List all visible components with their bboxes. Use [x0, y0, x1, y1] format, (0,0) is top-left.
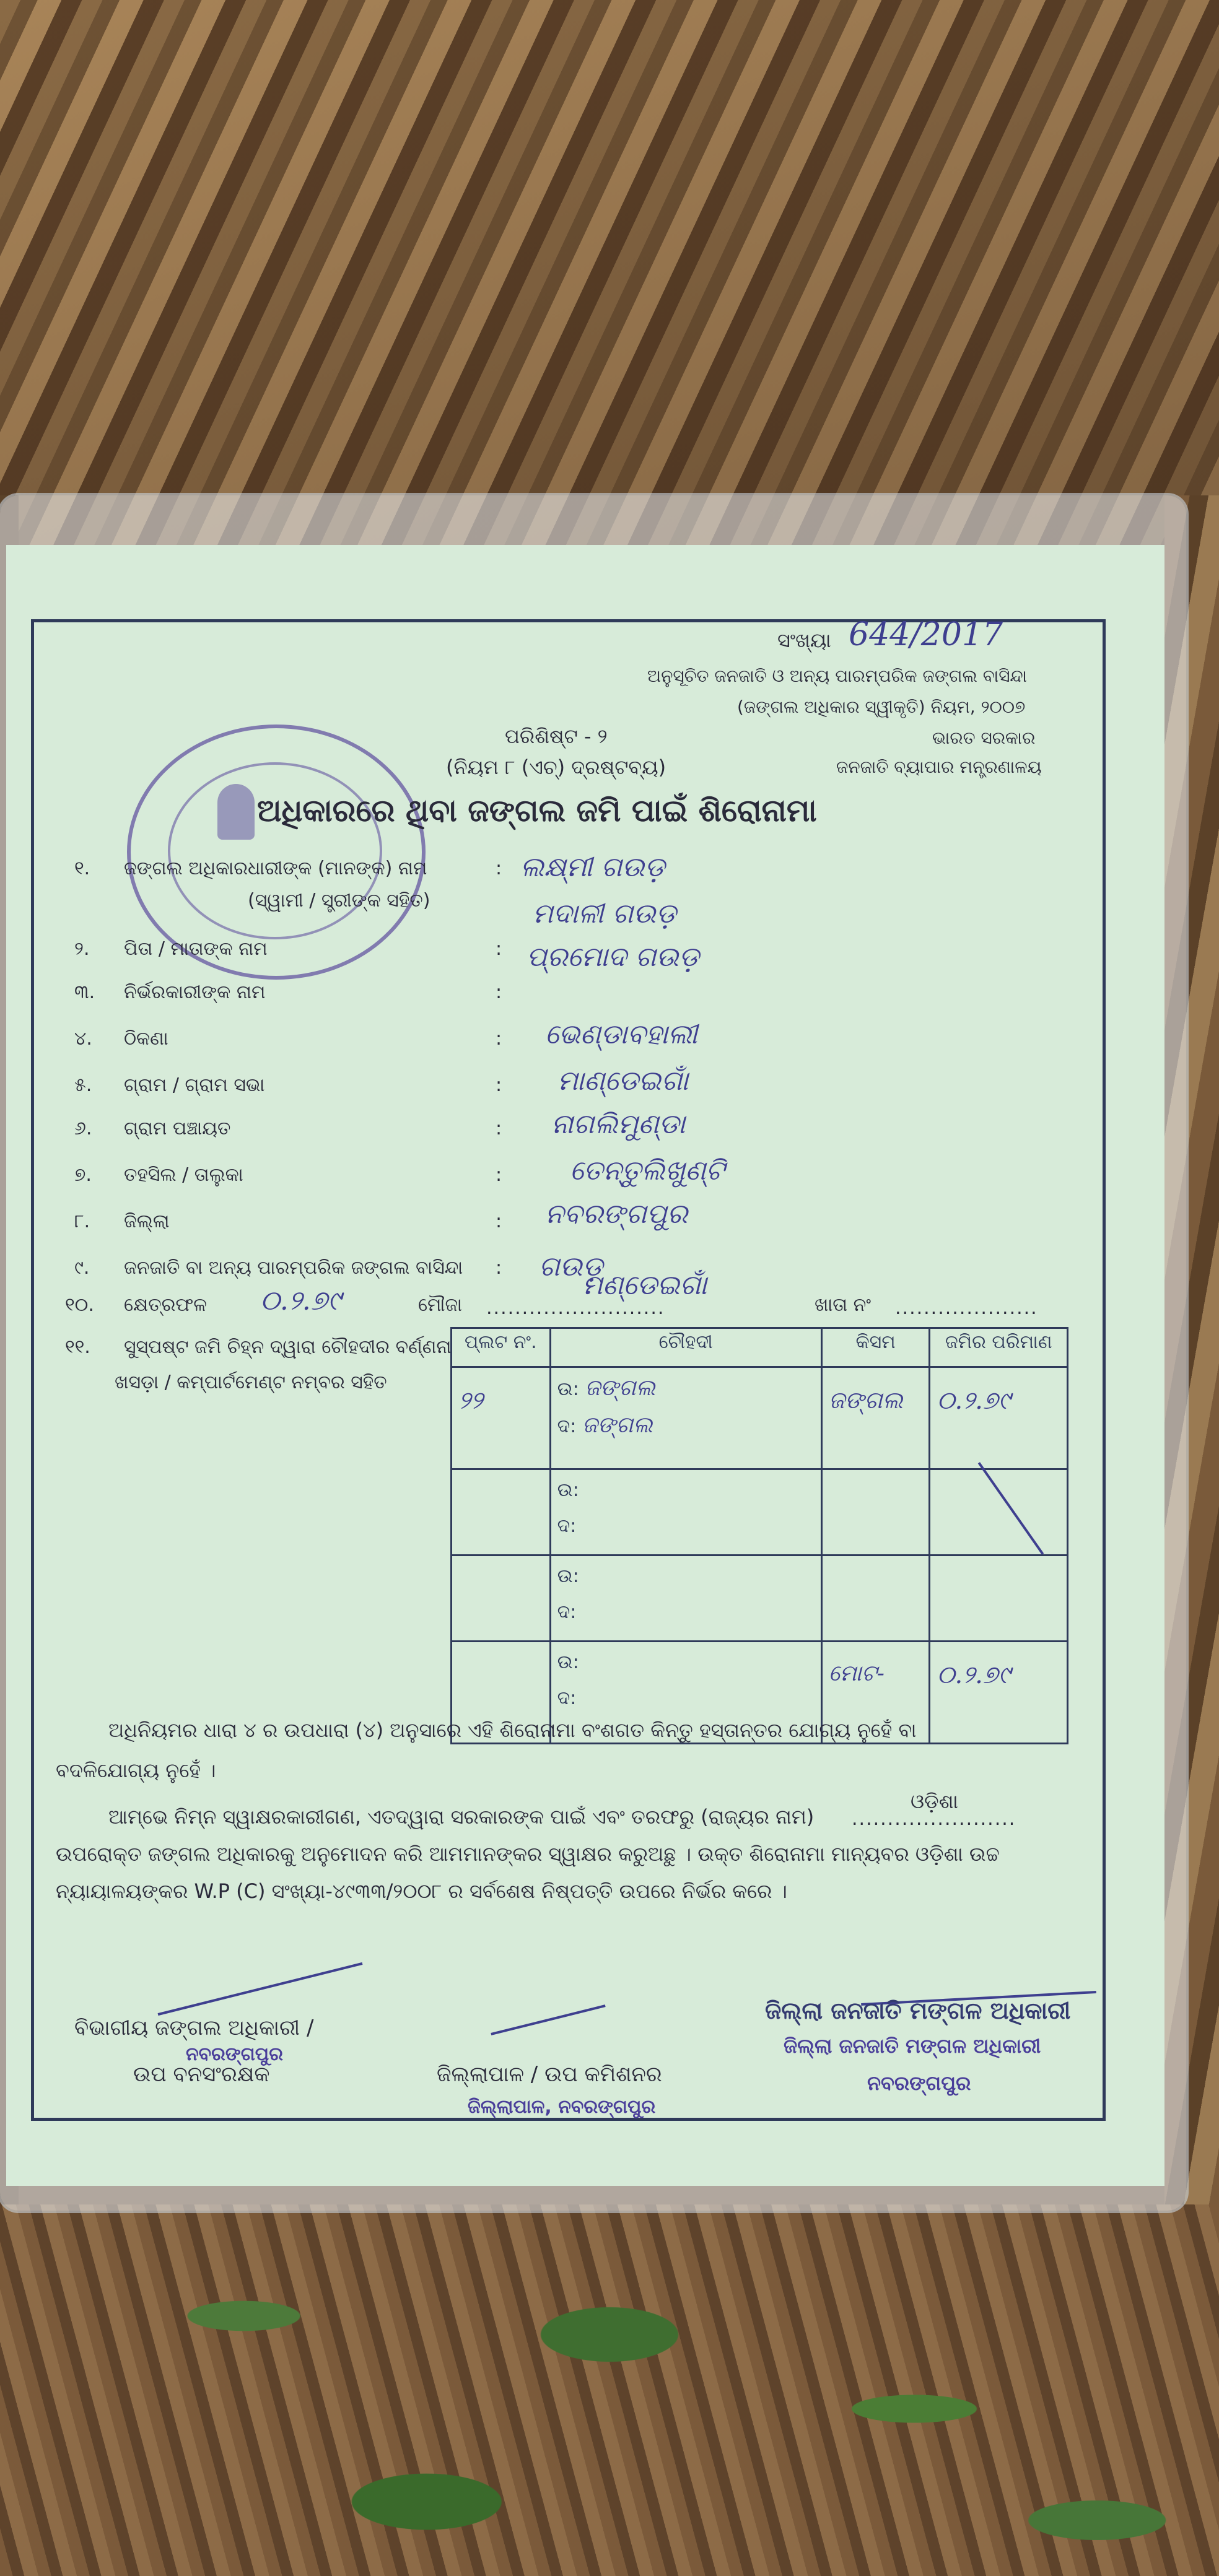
table-row — [452, 1367, 1068, 1469]
paragraph-2: ଆମ୍ଭେ ନିମ୍ନ ସ୍ୱାକ୍ଷରକାରୀଗଣ, ଏତଦ୍ୱାରା ସରକାରଙ୍କ ପାଇଁ ଏବଂ ତରଫରୁ (ରାଜ୍ୟର ନାମ) — [108, 1805, 815, 1829]
signatory-right-stamp: ଜିଲ୍ଲା ଜନଜାତି ମଙ୍ଗଳ ଅଧିକାରୀ — [784, 2034, 1041, 2058]
paragraph-2b: ଉପରୋକ୍ତ ଜଙ୍ଗଲ ଅଧିକାରକୁ ଅନୁମୋଦନ କରି ଆମମାନଙ୍କର ସ୍ୱାକ୍ଷର କରୁଅଛୁ । ଉକ୍ତ ଶିରୋନାମା ମାନ୍ୟବର ଓଡ଼ିଶା ଉଚ୍ଚ — [56, 1842, 1000, 1866]
paragraph-1b: ବଦଳିଯୋଗ୍ୟ ନୁହେଁ । — [56, 1759, 216, 1782]
mouza-value: ମଣ୍ଡେଇଗାଁ — [582, 1269, 707, 1301]
cell-south-value: ଜଙ୍ଗଲ — [582, 1412, 653, 1438]
annexure-label: ପରିଶିଷ୍ଟ - ୨ — [505, 724, 608, 748]
act-line-3: ଭାରତ ସରକାର — [932, 728, 1036, 748]
south-label: ଦ: — [557, 1416, 577, 1437]
north-label: ଉ: — [557, 1565, 579, 1587]
south-label: ଦ: — [557, 1515, 577, 1537]
act-line-2: (ଜଙ୍ଗଲ ଅଧିକାର ସ୍ୱୀକୃତି) ନିୟମ, ୨୦୦୭ — [737, 697, 1026, 717]
table-row — [452, 1469, 1068, 1556]
act-line-1: ଅନୁସୂଚିତ ଜନଜାତି ଓ ଅନ୍ୟ ପାରମ୍ପରିକ ଜଙ୍ଗଲ ବାସିନ୍ଦା — [647, 666, 1028, 686]
header-area: ଜମିର ପରିମାଣ — [930, 1328, 1068, 1367]
strike-line — [978, 1462, 1044, 1555]
field-no: ୯. — [74, 1257, 90, 1279]
north-label: ଉ: — [557, 1378, 579, 1400]
field-label-panchayat: ଗ୍ରାମ ପଞ୍ଚାୟତ — [124, 1118, 231, 1139]
field-label-tribe: ଜନଜାତି ବା ଅନ୍ୟ ପାରମ୍ପରିକ ଜଙ୍ଗଲ ବାସିନ୍ଦା — [124, 1257, 463, 1279]
header-kisam: କିସମ — [821, 1328, 930, 1367]
field-value-village: ମାଣ୍ଡେଇଗାଁ — [557, 1065, 689, 1097]
north-label: ଉ: — [557, 1651, 579, 1673]
signatory-middle-title: ଜିଲ୍ଲାପାଳ / ଉପ କମିଶନର — [437, 2062, 662, 2087]
number-value: 644/2017 — [849, 616, 1003, 653]
field-label-district: ଜିଲ୍ଲା — [124, 1211, 170, 1232]
cell-kisam: ଜଙ୍ଗଲ — [821, 1367, 930, 1469]
field-value-spouse-name: ମଦାଳୀ ଗଉଡ଼ — [533, 898, 676, 929]
field-value-holder-name: ଲକ୍ଷ୍ମୀ ଗଉଡ଼ — [520, 851, 665, 883]
field-label-boundary: ସୁସ୍ପଷ୍ଟ ଜମି ଚିହ୍ନ ଦ୍ୱାରା ଚୌହଦୀର ବର୍ଣ୍ଣନା — [124, 1336, 452, 1358]
field-no: ୭. — [74, 1164, 92, 1186]
field-label-dependents: ନିର୍ଭରକାରୀଙ୍କ ନାମ — [124, 981, 266, 1003]
cell-amount: ୦.୨.୭୯ — [930, 1367, 1068, 1469]
paragraph-2c: ନ୍ୟାୟାଳୟଙ୍କର W.P (C) ସଂଖ୍ୟା-୪୯୩୩/୨୦୦୮ ର ସର୍ବଶେଷ ନିଷ୍ପତ୍ତି ଉପରେ ନିର୍ଭର କରେ । — [56, 1879, 787, 1903]
field-value-district: ନବରଙ୍ଗପୁର — [545, 1198, 688, 1230]
field-no: ୪. — [74, 1028, 92, 1050]
field-value-tribe: ଗଉଡ଼ — [539, 1251, 603, 1282]
table-row — [452, 1556, 1068, 1642]
khata-label: ଖାତା ନଂ — [815, 1294, 872, 1316]
field-value-tahsil: ତେନ୍ତୁଲିଖୁଣ୍ଟି — [570, 1155, 725, 1186]
south-label: ଦ: — [557, 1687, 577, 1709]
national-emblem-icon — [217, 784, 255, 840]
field-value-address: ଭେଣ୍ଡାବହାଲୀ — [545, 1019, 698, 1050]
field-label-address: ଠିକଣା — [124, 1028, 168, 1050]
field-label-parent-name: ପିତା / ମାତାଙ୍କ ନାମ — [124, 938, 268, 960]
cell-total-label: ମୋଟ- — [821, 1642, 930, 1744]
cell-north-value: ଜଙ୍ଗଲ — [585, 1375, 655, 1401]
field-no: ୧୦. — [65, 1294, 94, 1316]
field-value-area: ୦.୨.୭୯ — [260, 1285, 341, 1316]
signatory-middle-stamp: ଜିଲ୍ଲାପାଳ, ନବରଙ୍ଗପୁର — [468, 2096, 656, 2118]
header-plot-no: ପ୍ଲଟ ନଂ. — [452, 1328, 551, 1367]
south-label: ଦ: — [557, 1601, 577, 1623]
field-no: ୧. — [74, 858, 90, 879]
survey-table — [450, 1327, 1068, 1744]
dry-leaves-background — [0, 0, 1219, 557]
mouza-label: ମୌଜା — [418, 1294, 463, 1316]
field-value-panchayat: ନାଗଲିମୁଣ୍ଡା — [551, 1108, 686, 1140]
signatory-left-stamp: ନବରଙ୍ଗପୁର — [186, 2043, 283, 2065]
field-label-area: କ୍ଷେତ୍ରଫଳ — [124, 1294, 207, 1316]
cell-total-amount: ୦.୨.୭୯ — [930, 1642, 1068, 1744]
field-label-holder-name: ଜଙ୍ଗଲ ଅଧିକାରଧାରୀଙ୍କ (ମାନଙ୍କ) ନାମ — [124, 858, 427, 879]
field-no: ୨. — [74, 938, 90, 960]
field-no: ୧୧. — [65, 1336, 90, 1358]
header-boundary: ଚୌହଦୀ — [550, 1328, 821, 1367]
field-no: ୩. — [74, 981, 95, 1003]
page-title: ଅଧିକାରରେ ଥିବା ଜଙ୍ଗଲ ଜମି ପାଇଁ ଶିରୋନାମା — [257, 793, 817, 829]
field-label-village: ଗ୍ରାମ / ଗ୍ରାମ ସଭା — [124, 1074, 265, 1096]
number-label: ସଂଖ୍ୟା — [777, 629, 831, 652]
state-name: ଓଡ଼ିଶା — [911, 1790, 958, 1813]
field-label-tahsil: ତହସିଲ / ତାଲୁକା — [124, 1164, 243, 1186]
field-value-parent-name: ପ୍ରମୋଦ ଗଉଡ଼ — [526, 941, 699, 973]
field-no: ୮. — [74, 1211, 90, 1232]
paragraph-1: ଅଧିନିୟମର ଧାରା ୪ ର ଉପଧାରା (୪) ଅନୁସାରେ ଏହି ଶିରୋନାମା ବଂଶଗତ କିନ୍ତୁ ହସ୍ତାନ୍ତର ଯୋଗ୍ୟ ନୁହେଁ ବା — [108, 1718, 917, 1742]
signatory-left-title: ବିଭାଗୀୟ ଜଙ୍ଗଲ ଅଧିକାରୀ / — [74, 2016, 314, 2040]
signatory-right-title: ଜିଲ୍ଲା ଜନଜାତି ମଙ୍ଗଳ ଅଧିକାରୀ — [765, 1997, 1071, 2024]
rule-reference: (ନିୟମ ୮ (ଏଚ୍) ଦ୍ରଷ୍ଟବ୍ୟ) — [446, 755, 666, 779]
plants-soil-background — [0, 2204, 1219, 2576]
field-sublabel-spouse: (ସ୍ୱାମୀ / ସ୍ତ୍ରୀଙ୍କ ସହିତ) — [248, 890, 430, 912]
field-no: ୬. — [74, 1118, 92, 1139]
act-line-4: ଜନଜାତି ବ୍ୟାପାର ମନ୍ତ୍ରଣାଳୟ — [836, 757, 1042, 777]
signatory-left-subtitle: ଉପ ବନସଂରକ୍ଷକ — [133, 2062, 270, 2087]
field-label-compartment: ଖସଡ଼ା / କମ୍ପାର୍ଟମେଣ୍ଟ ନମ୍ବର ସହିତ — [115, 1372, 387, 1393]
north-label: ଉ: — [557, 1479, 579, 1501]
signatory-right-stamp-district: ନବରଙ୍ଗପୁର — [867, 2071, 971, 2095]
seal-inner-ring — [168, 762, 382, 939]
cell-plot: ୨୨ — [452, 1367, 551, 1469]
field-no: ୫. — [74, 1074, 92, 1096]
